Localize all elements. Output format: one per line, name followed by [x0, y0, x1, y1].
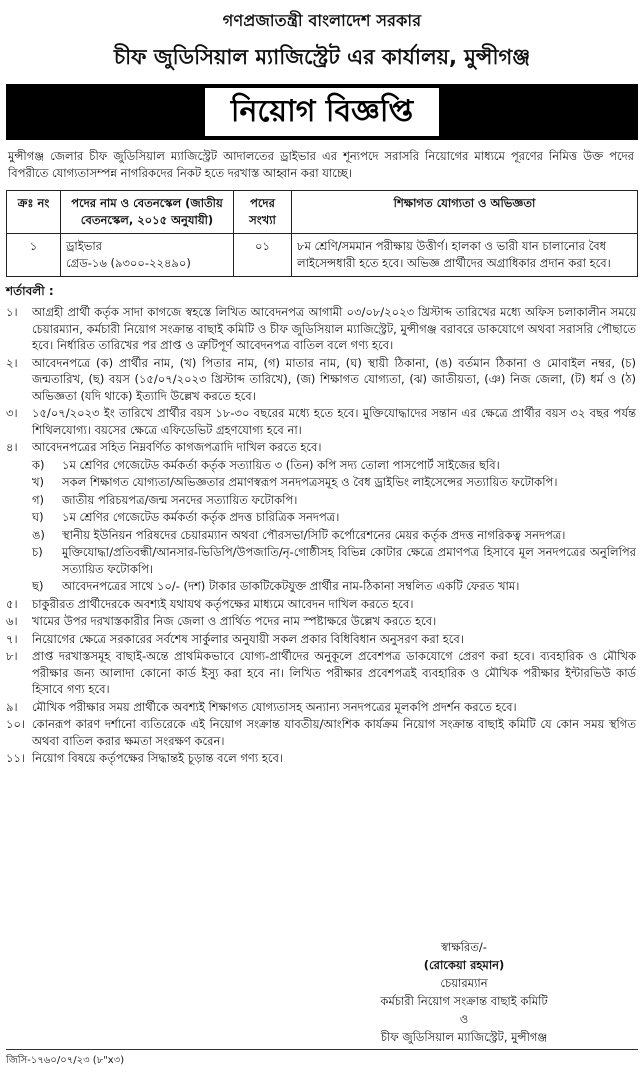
term-text: আবেদনপত্রের সহিত নিম্নবর্ণিত কাগজপত্রাদি দাখিল করতে হবে।	[32, 440, 322, 454]
document-subitem	[6, 457, 638, 474]
post-name: ড্রাইভার	[66, 239, 102, 253]
cell-count: ০১	[234, 234, 292, 277]
signatory-name: (রোকেয়া রহমান)	[423, 958, 505, 972]
document-subitem	[6, 492, 638, 509]
signature-block	[324, 938, 604, 1046]
subitem-text: মুক্তিযোদ্ধা/প্রতিবন্ধী/আনসার-ভিডিপি/উপজাতি/নৃ-গোষ্ঠীসহ বিভিন্ন কোটার ক্ষেত্রে প্রমাণপত্র হিসাবে মূল সনদপত্রের অনুলিপির সত্যায়িত ফটোকপি।	[62, 545, 636, 576]
term-item	[6, 631, 638, 648]
subitem-text: আবেদনপত্রের সাথে ১০/- (দশ) টাকার ডাকটিকেটযুক্ত প্রার্থীর নাম-ঠিকানা সম্বলিত একটি ফেরত খাম।	[62, 579, 520, 593]
document-subitem	[6, 474, 638, 491]
notice-banner	[6, 84, 638, 140]
term-item	[6, 304, 638, 354]
term-number: ১।	[6, 305, 18, 319]
term-number: ৮।	[6, 649, 18, 663]
term-text: কোনরূপ কারণ দর্শানো ব্যতিরেকে এই নিয়োগ সংক্রান্ত যাবতীয়/আংশিক কার্যক্রম নিয়োগ সংক্রান্ত বাছাই কমিটি যে কোন সময় স্থগিত অথবা বাতিল করার ক্ষমতা সংরক্ষণ করেন।	[32, 717, 636, 748]
signatory-title: চেয়ারম্যান	[440, 976, 488, 990]
term-text: চাকুরীরত প্রার্থীদেরকে অবশ্যই যথাযথ কর্তৃপক্ষের মাধ্যমে আবেদন দাখিল করতে হবে।	[32, 596, 414, 611]
term-text: ১৫/০৭/২০২৩ ইং তারিখে প্রার্থীর বয়স ১৮-৩০ বছরের মধ্যে হতে হবে। মুক্তিযোদ্ধাদের সন্তান এর ক্ষেত্রে প্রার্থীর বয়স ৩২ বছর পর্যন্ত শিথিলযোগ্য। বয়সের ক্ষেত্রে এফিডেভিট গ্রহণযোগ্য হবে না।	[32, 406, 636, 437]
office-heading: চীফ জুডিসিয়াল ম্যাজিস্ট্রেট এর কার্যালয়, মুন্সীগঞ্জ	[113, 45, 531, 69]
table-header-row	[7, 191, 638, 234]
subitem-label: গ)	[32, 492, 45, 507]
term-item	[6, 750, 638, 767]
header-post: পদের নাম ও বেতনস্কেল (জাতীয় বেতনস্কেল, ২০১৫ অনুযায়ী)	[61, 191, 234, 234]
term-number: ২।	[6, 355, 18, 370]
memo-number: জিসি-১৭৬০/০৭/২৩ (৮"x৩)	[6, 1049, 638, 1070]
term-item	[6, 648, 638, 698]
term-number: ৫।	[6, 596, 18, 611]
terms-list	[6, 304, 638, 767]
signed-mark: স্বাক্ষরিত/-	[441, 940, 487, 954]
term-number: ৩।	[6, 406, 18, 420]
term-item	[6, 699, 638, 716]
term-item	[6, 439, 638, 456]
terms-heading: শর্তাবলী :	[6, 284, 54, 298]
intro-paragraph: মুন্সীগঞ্জ জেলার চীফ জুডিসিয়াল ম্যাজিস্ট্রেট আদালতের ড্রাইভার এর শূন্যপদে সরাসরি নিয়োগের মাধ্যমে পূরণের নিমিত্ত উক্ত পদের বিপরীতে যোগ্যতাসম্পন্ন নাগরিকদের নিকট হতে দরখাস্ত আহ্বান করা যাচ্ছে।	[8, 149, 634, 180]
subitem-label: চ)	[32, 545, 43, 559]
document-subitem	[6, 527, 638, 544]
cell-post	[61, 234, 234, 277]
subitem-label: ঘ)	[32, 510, 44, 524]
term-number: ৯।	[6, 699, 18, 714]
term-number: ৪।	[6, 440, 18, 454]
subitem-label: খ)	[32, 475, 45, 489]
header-serial: ক্রঃ নং	[7, 191, 61, 234]
term-item	[6, 596, 638, 613]
notice-title: নিয়োগ বিজ্ঞপ্তি	[205, 88, 439, 136]
subitem-text: ১ম শ্রেণির গেজেটেড কর্মকর্তা কর্তৃক সত্যায়িত ৩ (তিন) কপি সদ্য তোলা পাসপোর্ট সাইজের ছবি।	[62, 457, 500, 472]
term-item	[6, 613, 638, 630]
table-row	[7, 234, 638, 277]
subitem-text: সকল শিক্ষাগত যোগ্যতা/অভিজ্ঞতার প্রমাণস্বরূপ সনদপত্রসমূহ ও বৈধ ড্রাইভিং লাইসেন্সের সত্যায়িত ফটোকপি।	[62, 475, 558, 489]
subitem-text: ১ম শ্রেণির গেজেটেড কর্মকর্তা কর্তৃক প্রদত্ত চারিত্রিক সনদপত্র।	[62, 510, 340, 524]
term-item	[6, 405, 638, 438]
subitem-label: ঙ)	[32, 527, 45, 542]
term-text: আবেদনপত্রে (ক) প্রার্থীর নাম, (খ) পিতার নাম, (গ) মাতার নাম, (ঘ) স্থায়ী ঠিকানা, (ঙ) বর্তমান ঠিকানা ও মোবাইল নম্বর, (চ) জন্মতারিখ, (ছ) বয়স (১৫/০৭/২০২৩ খ্রিস্টাব্দ তারিখে), (জ) শিক্ষাগত যোগ্যতা, (ঝ) জাতীয়তা, (ঞ) নিজ জেলা, (ট) ধর্ম ও (ঠ) অভিজ্ঞতা (যদি থাকে) ইত্যাদি উল্লেখ করতে হবে।	[32, 355, 636, 403]
document-subitem	[6, 544, 638, 577]
term-text: নিয়োগ বিষয়ে কর্তৃপক্ষের সিদ্ধান্তই চূড়ান্ত বলে গণ্য হবে।	[32, 751, 284, 765]
posts-table	[6, 190, 638, 277]
term-text: খামের উপর দরখাস্তকারীর নিজ জেলা ও প্রার্থিত পদের নাম স্পষ্টাক্ষরে উল্লেখ করতে হবে।	[32, 614, 437, 628]
cell-qualification: ৮ম শ্রেণি/সমমান পরীক্ষায় উত্তীর্ণ। হালকা ও ভারী যান চালানোর বৈধ লাইসেন্সধারী হতে হবে। অভিজ্ঞ প্রার্থীদের অগ্রাধিকার প্রদান করা হবে।	[292, 234, 638, 277]
subitem-text: জাতীয় পরিচয়পত্র/জন্ম সনদের সত্যায়িত ফটোকপি।	[62, 492, 298, 507]
signatory-office: চীফ জুডিসিয়াল ম্যাজিস্ট্রেট, মুন্সীগঞ্জ	[380, 1030, 548, 1044]
subitem-label: ক)	[32, 457, 45, 472]
term-number: ১১।	[6, 751, 26, 765]
post-grade: গ্রেড-১৬ (৯৩০০-২২৪৯০)	[66, 256, 191, 270]
term-number: ১০।	[6, 717, 26, 731]
term-item	[6, 716, 638, 749]
signatory-conjunction: ও	[459, 1012, 469, 1026]
header-qualification: শিক্ষাগত যোগ্যতা ও অভিজ্ঞতা	[292, 191, 638, 234]
signatory-committee: কর্মচারী নিয়োগ সংক্রান্ত বাছাই কমিটি	[380, 994, 548, 1008]
document-subitem	[6, 509, 638, 526]
term-item	[6, 355, 638, 405]
subitem-text: স্থানীয় ইউনিয়ন পরিষদের চেয়ারম্যান অথবা পৌরসভা/সিটি কর্পোরেশনের মেয়র কর্তৃক প্রদত্ত নাগরিকত্ব সনদপত্র।	[62, 527, 566, 542]
term-text: নিয়োগের ক্ষেত্রে সরকারের সর্বশেষ সার্কুলার অনুযায়ী সকল প্রকার বিধিবিধান অনুসরণ করা হবে।	[32, 631, 464, 646]
document-subitem	[6, 578, 638, 595]
government-heading: গণপ্রজাতন্ত্রী বাংলাদেশ সরকার	[222, 11, 422, 30]
term-number: ৬।	[6, 614, 18, 628]
subitem-label: ছ)	[32, 579, 44, 593]
term-number: ৭।	[6, 631, 18, 646]
term-text: আগ্রহী প্রার্থী কর্তৃক সাদা কাগজে স্বহস্তে লিখিত আবেদনপত্র আগামী ০৩/০৮/২০২৩ খ্রিস্টাব্দ তারিখের মধ্যে অফিস চলাকালীন সময়ে চেয়ারম্যান, কর্মচারী নিয়োগ সংক্রান্ত বাছাই কমিটি ও চীফ জুডিসিয়াল ম্যাজিস্ট্রেট, মুন্সীগঞ্জ বরাবরে ডাকযোগে অথবা সরাসরি পৌছাতে হবে। নির্ধারিত তারিখের পর প্রাপ্ত ও ত্রুটিপূর্ণ আবেদনপত্র বাতিল বলে গণ্য হবে।	[32, 305, 636, 352]
term-text: প্রাপ্ত দরখাস্তসমূহ বাছাই-অন্তে প্রাথমিকভাবে যোগ্য-প্রার্থীদের অনুকূলে প্রবেশপত্র ডাকযোগে প্রেরণ করা হবে। ব্যবহারিক ও মৌখিক পরীক্ষার জন্য আলাদা কোনো কার্ড ইস্যু করা হবে না। লিখিত পরীক্ষার প্রবেশপত্রই ব্যবহারিক ও মৌখিক পরীক্ষার ইন্টারভিউ কার্ড হিসাবে গণ্য হবে।	[32, 649, 636, 696]
header-count: পদের সংখ্যা	[234, 191, 292, 234]
cell-serial: ১	[7, 234, 61, 277]
term-text: মৌখিক পরীক্ষার সময় প্রার্থীকে অবশ্যই শিক্ষাগত যোগ্যতাসহ অন্যান্য সনদপত্রের মূলকপি প্রদর্শন করতে হবে।	[32, 699, 517, 714]
